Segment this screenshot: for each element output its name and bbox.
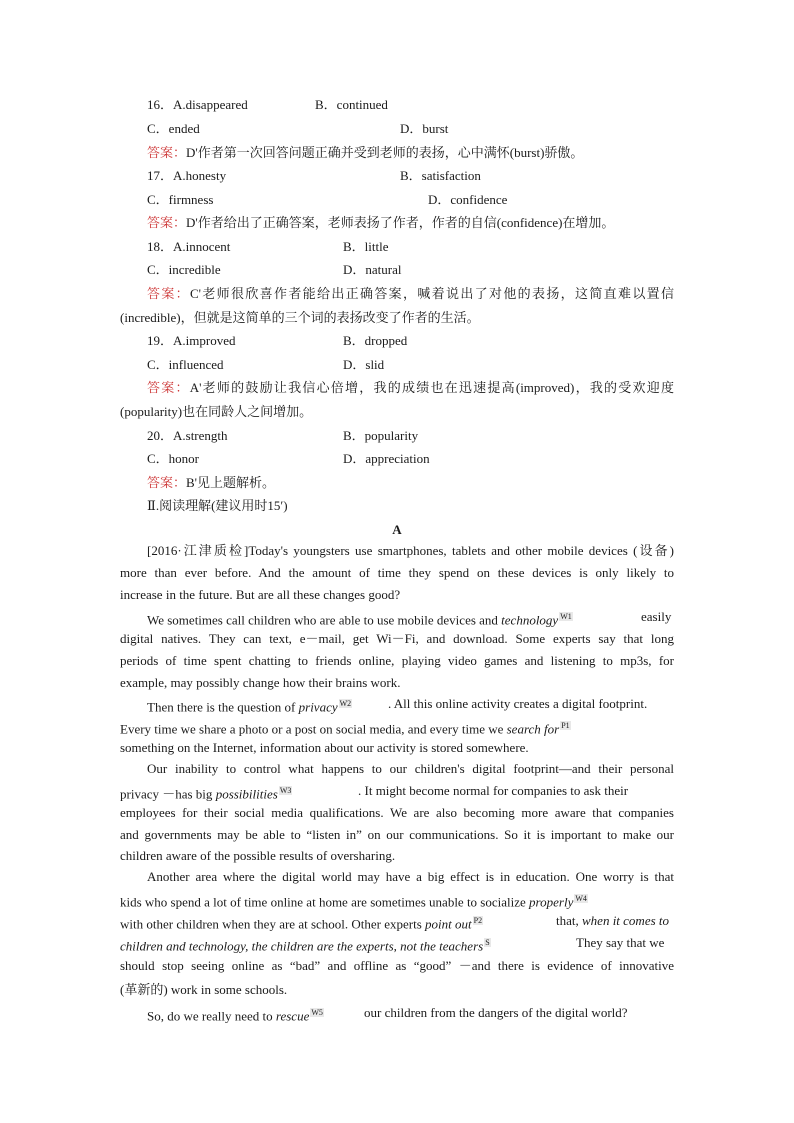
option-20a: 20．A.strength	[147, 428, 228, 443]
answer-text: D'作者第一次回答问题正确并受到老师的表扬，心中满怀(burst)骄傲。	[186, 145, 584, 160]
p5-line2	[120, 889, 588, 909]
p6-line1	[147, 1003, 324, 1023]
gloss-marker: W3	[279, 786, 292, 795]
option-20b: B．popularity	[343, 428, 419, 443]
glossed-word: privacy	[298, 699, 338, 715]
p4-line2-end: . It might become normal for companies to ask their	[358, 783, 629, 798]
glossed-word: rescue	[275, 1008, 310, 1024]
answer-20	[147, 473, 275, 493]
p1-line2: more than ever before. And the amount of time they spend on these devices is only likely to	[120, 565, 674, 580]
answer-18-line2: (incredible)，但就是这简单的三个词的表扬改变了作者的生活。	[120, 310, 480, 325]
p3-line3: something on the Internet, information about our activity is stored somewhere.	[120, 740, 529, 755]
answer-text: D'作者给出了正确答案，老师表扬了作者，作者的自信(confidence)在增加。	[186, 215, 615, 230]
option-16c: C．ended	[147, 121, 200, 136]
sentence-fragment: when it comes to	[582, 913, 670, 928]
text-run: that,	[556, 913, 582, 928]
p3-line1-end: . All this online activity creates a digital footprint.	[388, 696, 648, 711]
option-19c: C．influenced	[147, 357, 224, 372]
answer-label: 答案：	[147, 286, 190, 301]
answer-label: 答案：	[147, 475, 187, 490]
text-run: Then there is the question of	[147, 699, 299, 715]
answer-text: A'老师的鼓励让我信心倍增，我的成绩也在迅速提高(improved)，我的受欢迎度	[189, 380, 674, 395]
answer-19-line1	[147, 378, 674, 398]
gloss-marker: P1	[561, 721, 570, 730]
gloss-marker: W4	[575, 894, 587, 903]
answer-17	[147, 213, 614, 233]
gloss-marker: W1	[560, 612, 572, 621]
option-20d: D．appreciation	[343, 451, 430, 466]
glossed-phrase: search for	[506, 721, 560, 737]
glossed-sentence: children and technology, the children are the experts, not the teachers	[120, 938, 484, 954]
option-18c: C．incredible	[147, 262, 221, 277]
p5-line6: (革新的) work in some schools.	[120, 982, 288, 997]
answer-label: 答案：	[147, 145, 187, 160]
option-16b: B．continued	[315, 97, 388, 112]
text-run: We sometimes call children who are able to use mobile devices and	[147, 612, 502, 628]
passage-letter: A	[392, 522, 402, 537]
p2-line3: periods of time spent chatting to friends online, playing video games and listening to mp3s, for	[120, 653, 674, 668]
glossed-word: possibilities	[215, 786, 278, 802]
gloss-marker: W5	[311, 1008, 323, 1017]
option-17a: 17．A.honesty	[147, 168, 227, 183]
option-19b: B．dropped	[343, 333, 408, 348]
p4-line1: Our inability to control what happens to our children's digital footprint—and their personal	[147, 761, 674, 776]
option-17c: C．firmness	[147, 192, 214, 207]
answer-label: 答案：	[147, 215, 187, 230]
p4-line5: children aware of the possible results of oversharing.	[120, 848, 396, 863]
glossed-word: properly	[529, 894, 574, 910]
p5-line4-end: They say that we	[576, 935, 665, 950]
p3-line2	[120, 716, 571, 736]
p2-line4: example, may possibly change how their brains work.	[120, 675, 401, 690]
option-18d: D．natural	[343, 262, 402, 277]
p1-line1: [2016·江津质检]Today's youngsters use smartphones, tablets and other mobile devices (设备)	[147, 543, 674, 558]
p5-line4	[120, 933, 491, 953]
p6-line1-end: our children from the dangers of the digital world?	[364, 1005, 628, 1020]
text-run: kids who spend a lot of time online at home are sometimes unable to socialize	[120, 894, 530, 910]
answer-18-line1	[147, 284, 674, 304]
answer-16	[147, 143, 583, 163]
answer-text: C'老师很欣喜作者能给出正确答案，喊着说出了对他的表扬，这简直难以置信	[190, 286, 674, 301]
glossed-word: technology	[501, 612, 559, 628]
p5-line3-end	[556, 911, 669, 931]
p2-line2: digital natives. They can text, e－mail, get Wi－Fi, and download. Some experts say that long	[120, 631, 674, 646]
text-run: privacy －has big	[120, 786, 216, 802]
p2-line1	[147, 607, 573, 627]
option-16a: 16．A.disappeared	[147, 97, 248, 112]
answer-text: B'见上题解析。	[186, 475, 276, 490]
glossed-phrase: point out	[425, 916, 472, 932]
answer-19-line2: (popularity)也在同龄人之间增加。	[120, 404, 313, 419]
p1-line3: increase in the future. But are all these changes good?	[120, 587, 401, 602]
option-17b: B．satisfaction	[400, 168, 481, 183]
option-19d: D．slid	[343, 357, 385, 372]
option-17d: D．confidence	[428, 192, 508, 207]
p5-line3	[120, 911, 483, 931]
option-18b: B．little	[343, 239, 389, 254]
gloss-marker: W2	[339, 699, 352, 708]
p4-line2	[120, 781, 292, 801]
option-19a: 19．A.improved	[147, 333, 236, 348]
gloss-marker: P2	[473, 916, 483, 925]
option-20c: C．honor	[147, 451, 200, 466]
text-run: So, do we really need to	[147, 1008, 276, 1024]
p3-line1	[147, 694, 352, 714]
gloss-marker: S	[485, 938, 490, 947]
option-16d: D．burst	[400, 121, 449, 136]
section-title: Ⅱ.阅读理解(建议用时15′)	[147, 498, 288, 513]
option-18a: 18．A.innocent	[147, 239, 231, 254]
p2-line1-end: easily	[641, 609, 672, 624]
text-run: Every time we share a photo or a post on social media, and every time we	[120, 721, 507, 737]
p4-line3: employees for their social media qualifications. We are also becoming more aware that companies	[120, 805, 674, 820]
p4-line4: and governments may be able to “listen in” on our communications. So it is important to make our	[120, 827, 674, 842]
text-run: with other children when they are at school. Other experts	[120, 916, 426, 932]
p5-line5: should stop seeing online as “bad” and offline as “good” －and there is evidence of innovative	[120, 958, 674, 973]
p5-line1: Another area where the digital world may have a big effect is in education. One worry is that	[147, 869, 674, 884]
answer-label: 答案：	[147, 380, 190, 395]
